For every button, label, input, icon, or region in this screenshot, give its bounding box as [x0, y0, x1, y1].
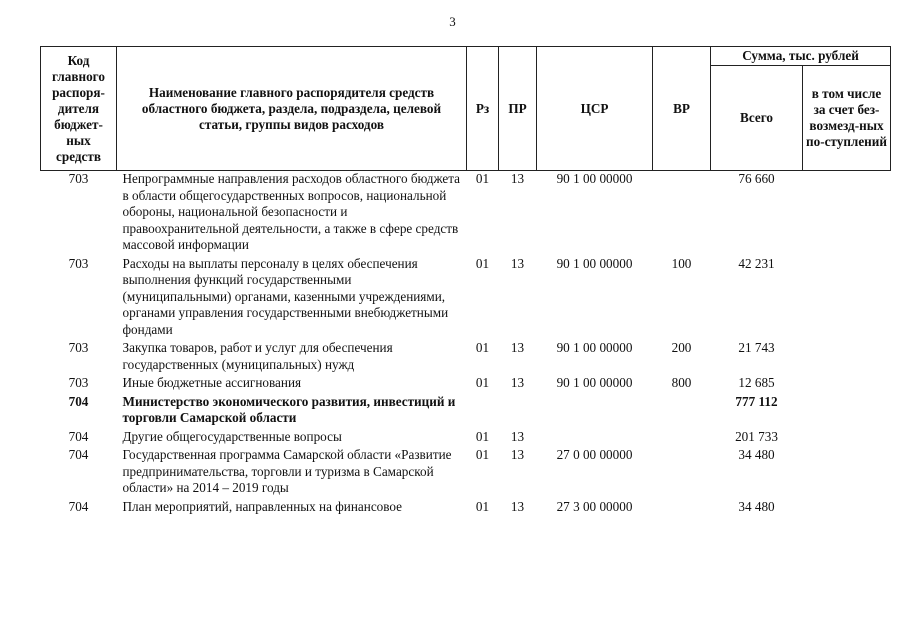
cell-total: 42 231 — [738, 255, 775, 271]
cell-rz — [467, 394, 499, 429]
cell-total: 76 660 — [738, 171, 775, 186]
table-row — [41, 256, 891, 341]
cell-name: Государственная программа Самарской области «Развитие предпринимательства, торговли и туризма в Самарской области» на 2014 – 2019 годы — [122, 447, 452, 495]
table-row — [41, 340, 891, 375]
cell-csr: 27 0 00 00000 — [556, 447, 633, 462]
cell-code: 703 — [68, 375, 89, 390]
table-row — [41, 447, 891, 499]
cell-csr — [537, 394, 653, 429]
cell-rz: 01 — [475, 340, 490, 355]
cell-code: 704 — [68, 428, 89, 444]
cell-total: 12 685 — [738, 375, 775, 390]
cell-total: 777 112 — [735, 393, 778, 409]
cell-pr: 13 — [510, 428, 525, 444]
cell-name: План мероприятий, направленных на финансовое — [122, 498, 403, 514]
cell-vr: 200 — [671, 340, 692, 355]
cell-code: 704 — [68, 498, 89, 514]
cell-pr: 13 — [510, 340, 525, 355]
cell-pr — [499, 394, 537, 429]
header-csr: ЦСР — [537, 47, 653, 171]
header-vr: ВР — [653, 47, 711, 171]
header-name: Наименование главного распорядителя средств областного бюджета, раздела, подраздела, целевой статьи, группы видов расходов — [117, 47, 467, 171]
page-number: 3 — [449, 14, 456, 29]
table-row — [41, 171, 891, 256]
cell-free — [803, 499, 891, 518]
table-body — [41, 171, 891, 518]
cell-pr: 13 — [510, 447, 525, 462]
cell-code: 703 — [68, 255, 89, 271]
cell-csr: 90 1 00 00000 — [556, 171, 633, 186]
cell-csr: 90 1 00 00000 — [556, 375, 633, 390]
cell-total: 21 743 — [738, 340, 775, 355]
cell-rz: 01 — [475, 375, 490, 390]
table-header — [41, 47, 891, 171]
cell-rz: 01 — [475, 428, 490, 444]
cell-name: Другие общегосударственные вопросы — [122, 428, 342, 444]
cell-pr: 13 — [510, 171, 525, 186]
cell-free — [803, 429, 891, 448]
cell-rz: 01 — [475, 255, 490, 271]
cell-csr: 90 1 00 00000 — [556, 340, 633, 355]
cell-rz: 01 — [475, 171, 490, 186]
cell-name: Закупка товаров, работ и услуг для обеспечения государственных (муниципальных) нужд — [122, 340, 393, 372]
cell-name: Расходы на выплаты персоналу в целях обеспечения выполнения функций государственными (муниципальными) органами, казенными учреждениями, органами управления государственными внебюджетными фондами — [122, 255, 449, 337]
cell-vr — [653, 429, 711, 448]
cell-total: 34 480 — [738, 447, 775, 462]
table-row — [41, 499, 891, 518]
cell-vr — [653, 394, 711, 429]
cell-csr: 27 3 00 00000 — [556, 498, 633, 514]
cell-free — [803, 171, 891, 256]
cell-free — [803, 256, 891, 341]
cell-name: Иные бюджетные ассигнования — [122, 375, 302, 390]
table-row — [41, 429, 891, 448]
cell-code: 703 — [68, 171, 89, 186]
cell-name: Министерство экономического развития, инвестиций и торговли Самарской области — [122, 393, 456, 425]
cell-free — [803, 340, 891, 375]
cell-code: 703 — [68, 340, 89, 355]
cell-vr — [653, 171, 711, 256]
budget-table — [40, 46, 891, 517]
table-row — [41, 394, 891, 429]
table-row — [41, 375, 891, 394]
cell-pr: 13 — [510, 375, 525, 390]
cell-csr — [537, 429, 653, 448]
cell-total: 34 480 — [738, 498, 775, 514]
cell-vr — [653, 447, 711, 499]
cell-vr — [653, 499, 711, 518]
cell-free — [803, 375, 891, 394]
cell-csr: 90 1 00 00000 — [556, 255, 633, 271]
cell-vr: 100 — [671, 255, 692, 271]
header-free: в том числе за счет без-возмезд-ных по-ступлений — [803, 66, 891, 171]
cell-name: Непрограммные направления расходов областного бюджета в области общегосударственных вопросов, национальной обороны, национальной безопасности и правоохранительной деятельности, а также в сфере средств массовой информации — [122, 171, 461, 252]
cell-free — [803, 394, 891, 429]
cell-code: 704 — [68, 393, 89, 409]
header-code: Код главного распоря-дителя бюджет-ных средств — [41, 47, 117, 171]
header-sum: Сумма, тыс. рублей — [711, 47, 891, 66]
cell-pr: 13 — [510, 255, 525, 271]
cell-rz: 01 — [475, 447, 490, 462]
cell-code: 704 — [68, 447, 89, 462]
cell-vr: 800 — [671, 375, 692, 390]
header-rz: Рз — [467, 47, 499, 171]
cell-total: 201 733 — [735, 428, 778, 444]
cell-pr: 13 — [510, 498, 525, 514]
header-total: Всего — [711, 66, 803, 171]
cell-rz: 01 — [475, 498, 490, 514]
header-pr: ПР — [499, 47, 537, 171]
cell-free — [803, 447, 891, 499]
